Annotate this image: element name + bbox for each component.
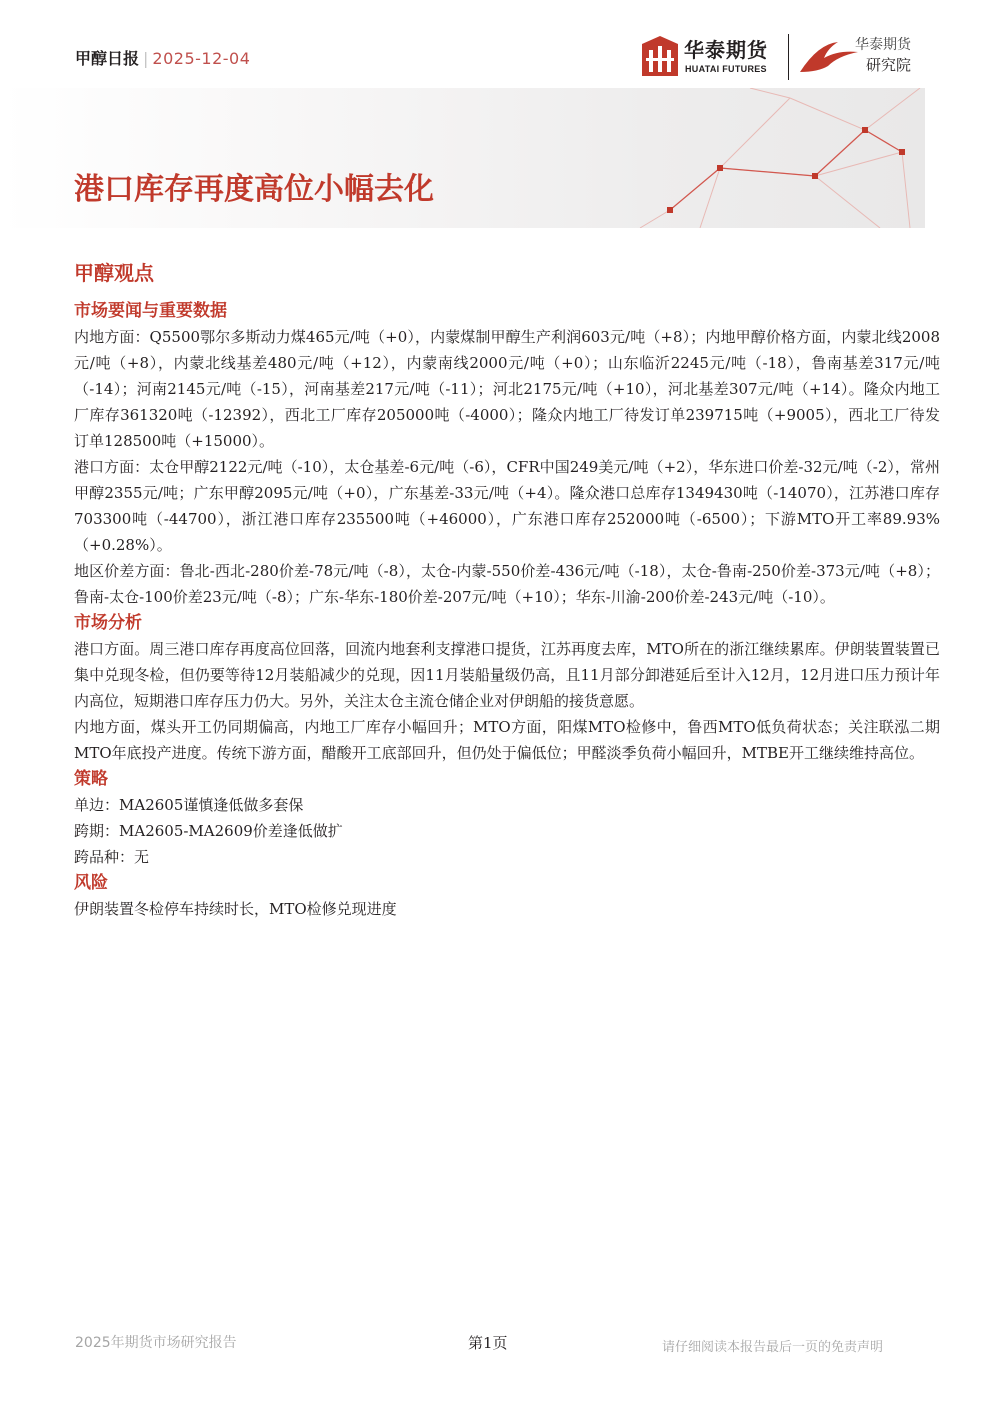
huatai-logo-icon <box>642 36 678 76</box>
disclaimer-note: 请仔细阅读本报告最后一页的免责声明 <box>662 1340 884 1355</box>
market-analysis-heading: 市场分析 <box>74 613 142 633</box>
report-body <box>74 258 940 922</box>
market-news-paragraph: 地区价差方面：鲁北-西北-280价差-78元/吨（-8），太仓-内蒙-550价差-436元/吨（-18），太仓-鲁南-250价差-373元/吨（+8）；鲁南-太仓-100价差23元/吨（-8）；广东-华东-180价差-207元/吨（+10）；华东-川渝-200价差-243元/吨（-10）。 <box>74 562 940 606</box>
institute-name-line1: 华泰期货 <box>855 37 911 53</box>
market-news-heading: 市场要闻与重要数据 <box>74 301 227 321</box>
report-date: 2025-12-04 <box>152 49 251 68</box>
institute-name-line2: 研究院 <box>866 56 912 74</box>
strategy-line: 跨期：MA2605-MA2609价差逢低做扩 <box>74 822 343 840</box>
network-decoration-icon <box>580 88 925 228</box>
risk-line: 伊朗装置冬检停车持续时长，MTO检修兑现进度 <box>74 900 397 918</box>
strategy-line: 跨品种：无 <box>74 848 150 866</box>
strategy-heading: 策略 <box>74 769 108 789</box>
page-title: 港口库存再度高位小幅去化 <box>74 172 434 207</box>
market-analysis-paragraph: 内地方面，煤头开工仍同期偏高，内地工厂库存小幅回升；MTO方面，阳煤MTO检修中，鲁西MTO低负荷状态；关注联泓二期MTO年底投产进度。传统下游方面，醋酸开工底部回升，但仍处于偏低位；甲醛淡季负荷小幅回升，MTBE开工继续维持高位。 <box>74 718 940 762</box>
page-number: 第1页 <box>468 1334 508 1352</box>
risk-heading: 风险 <box>74 873 108 893</box>
footer-report-name: 2025年期货市场研究报告 <box>75 1335 237 1351</box>
market-news-paragraph: 港口方面：太仓甲醇2122元/吨（-10），太仓基差-6元/吨（-6），CFR中国249美元/吨（+2），华东进口价差-32元/吨（-2），常州甲醇2355元/吨；广东甲醇2095元/吨（+0），广东基差-33元/吨（+4）。隆众港口总库存1349430吨（-14070），江苏港口库存703300吨（-44700），浙江港口库存235500吨（+46000），广东港口库存252000吨（-6500）；下游MTO开工率89.93%（+0.28%）。 <box>74 458 940 554</box>
logo-divider <box>788 34 789 80</box>
institute-swoosh-icon <box>798 38 860 74</box>
report-header <box>75 46 250 69</box>
view-heading: 甲醇观点 <box>74 261 154 285</box>
header-separator: | <box>143 49 149 68</box>
company-name-cn: 华泰期货 <box>684 38 768 62</box>
report-type: 甲醇日报 <box>75 49 140 68</box>
company-name-en: HUATAI FUTURES <box>685 64 767 74</box>
market-news-paragraph: 内地方面：Q5500鄂尔多斯动力煤465元/吨（+0），内蒙煤制甲醇生产利润603元/吨（+8）；内地甲醇价格方面，内蒙北线2008元/吨（+8），内蒙北线基差480元/吨（+12），内蒙南线2000元/吨（+0）；山东临沂2245元/吨（-18），鲁南基差317元/吨（-14）；河南2145元/吨（-15），河南基差217元/吨（-11）；河北2175元/吨（+10），河北基差307元/吨（+14）。隆众内地工厂库存361320吨（-12392），西北工厂库存205000吨（-4000）；隆众内地工厂待发订单239715吨（+9005），西北工厂待发订单128500吨（+15000）。 <box>74 328 940 450</box>
strategy-line: 单边：MA2605谨慎逢低做多套保 <box>74 796 304 814</box>
market-analysis-paragraph: 港口方面。周三港口库存再度高位回落，回流内地套利支撑港口提货，江苏再度去库，MTO所在的浙江继续累库。伊朗装置装置已集中兑现冬检，但仍要等待12月装船减少的兑现，因11月装船量级仍高，且11月部分卸港延后至计入12月，12月进口压力预计年内高位，短期港口库存压力仍大。另外，关注太仓主流仓储企业对伊朗船的接货意愿。 <box>74 640 940 710</box>
company-logo <box>642 36 922 80</box>
